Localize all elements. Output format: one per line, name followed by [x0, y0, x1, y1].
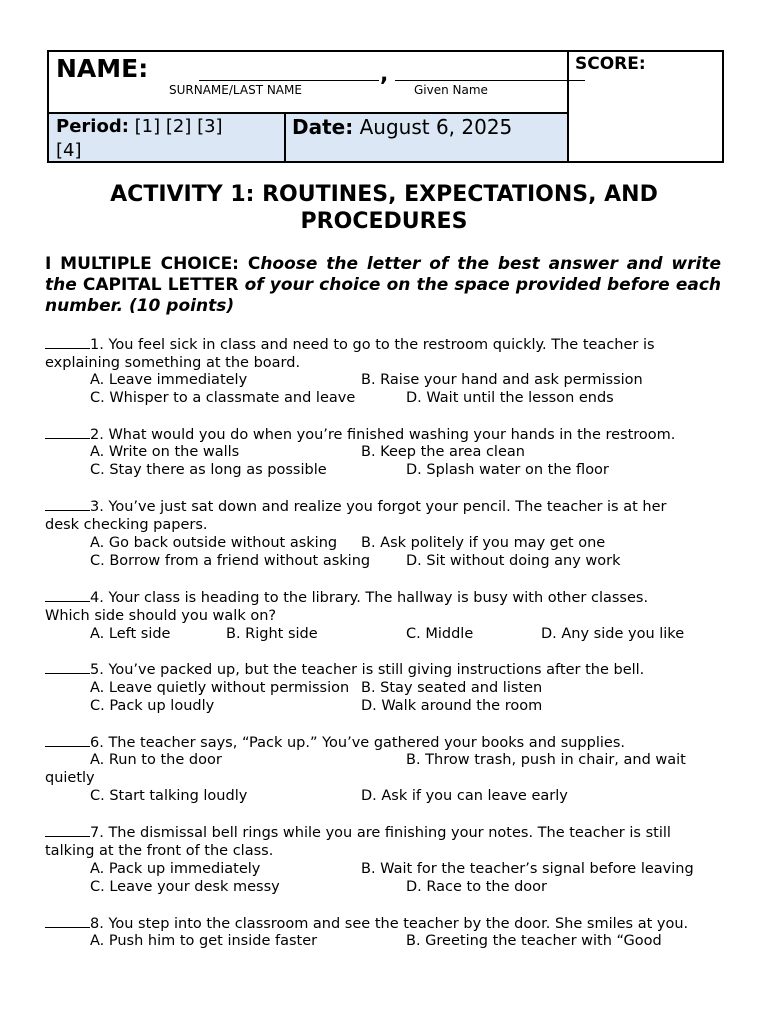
question-1: [45, 336, 725, 372]
option-b: B. Right side: [226, 626, 318, 642]
period-option-4: [4]: [56, 140, 82, 161]
question-4: [45, 589, 725, 625]
answer-blank[interactable]: [45, 915, 90, 928]
given-name-line[interactable]: [395, 80, 585, 81]
question-stem: 2. What would you do when you’re finished washing your hands in the restroom.: [90, 427, 676, 443]
instr-part4: of your choice on the space provided before each number. (10 points): [45, 275, 722, 316]
period-cell: [48, 113, 285, 162]
question-5: [45, 661, 725, 679]
answer-blank[interactable]: [45, 426, 90, 439]
score-cell: [568, 51, 723, 162]
question-stem: 8. You step into the classroom and see the teacher by the door. She smiles at you.: [90, 916, 689, 932]
option-a: A. Push him to get inside faster: [90, 933, 318, 949]
option-a: A. Leave quietly without permission: [90, 680, 350, 696]
option-b: B. Throw trash, push in chair, and wait: [406, 752, 686, 768]
question-stem: 5. You’ve packed up, but the teacher is still giving instructions after the bell.: [90, 662, 645, 678]
question-stem: 7. The dismissal bell rings while you are finishing your notes. The teacher is still: [90, 825, 671, 841]
date-label: Date:: [292, 115, 354, 139]
option-d: D. Ask if you can leave early: [361, 788, 568, 804]
answer-blank[interactable]: [45, 734, 90, 747]
score-label: SCORE:: [575, 54, 646, 74]
option-b: B. Keep the area clean: [361, 444, 525, 460]
option-c: C. Start talking loudly: [90, 788, 248, 804]
option-a: A. Left side: [90, 626, 171, 642]
instructions: [45, 254, 721, 317]
period-text: [56, 115, 281, 163]
option-b: B. Stay seated and listen: [361, 680, 543, 696]
name-cell: [48, 51, 568, 113]
comma: ,: [380, 62, 389, 87]
option-b-wrap: quietly: [45, 770, 95, 786]
option-b: B. Ask politely if you may get one: [361, 535, 606, 551]
option-a: A. Run to the door: [90, 752, 222, 768]
option-c: C. Middle: [406, 626, 474, 642]
answer-blank[interactable]: [45, 661, 90, 674]
date-cell: [285, 113, 568, 162]
option-a: A. Leave immediately: [90, 372, 248, 388]
answer-blank[interactable]: [45, 336, 90, 349]
question-stem: 6. The teacher says, “Pack up.” You’ve gathered your books and supplies.: [90, 735, 625, 751]
option-c: C. Whisper to a classmate and leave: [90, 390, 356, 406]
question-6: [45, 734, 725, 752]
surname-caption: SURNAME/LAST NAME: [169, 83, 302, 97]
option-b: B. Greeting the teacher with “Good: [406, 933, 662, 949]
instr-part2: hoose the letter of the best answer and write the: [45, 254, 721, 295]
option-c: C. Borrow from a friend without asking: [90, 553, 371, 569]
answer-blank[interactable]: [45, 498, 90, 511]
surname-line[interactable]: [199, 80, 379, 81]
option-c: C. Pack up loudly: [90, 698, 215, 714]
option-d: D. Race to the door: [406, 879, 548, 895]
activity-title: ACTIVITY 1: ROUTINES, EXPECTATIONS, AND PROCEDURES: [110, 182, 658, 234]
name-label: NAME:: [56, 54, 149, 83]
option-c: C. Leave your desk messy: [90, 879, 280, 895]
question-7: [45, 824, 725, 860]
period-label: Period:: [56, 116, 129, 137]
option-d: D. Sit without doing any work: [406, 553, 621, 569]
instr-part3: CAPITAL LETTER: [76, 275, 245, 295]
answer-blank[interactable]: [45, 824, 90, 837]
given-name-caption: Given Name: [414, 83, 488, 97]
option-d: D. Wait until the lesson ends: [406, 390, 614, 406]
option-a: A. Write on the walls: [90, 444, 240, 460]
question-2: [45, 426, 725, 444]
option-b: B. Wait for the teacher’s signal before leaving: [361, 861, 694, 877]
option-c: C. Stay there as long as possible: [90, 462, 327, 478]
option-b: B. Raise your hand and ask permission: [361, 372, 643, 388]
option-d: D. Splash water on the floor: [406, 462, 609, 478]
option-a: A. Pack up immediately: [90, 861, 261, 877]
question-3: [45, 498, 725, 534]
question-stem-cont: Which side should you walk on?: [45, 608, 277, 625]
instr-part1: I MULTIPLE CHOICE: C: [45, 254, 261, 274]
header-table: [47, 50, 724, 163]
option-a: A. Go back outside without asking: [90, 535, 338, 551]
question-stem-cont: explaining something at the board.: [45, 355, 301, 372]
question-stem-cont: desk checking papers.: [45, 517, 208, 534]
date-text: [292, 115, 512, 139]
question-stem: 4. Your class is heading to the library. The hallway is busy with other classes.: [90, 590, 649, 606]
question-8: [45, 915, 725, 933]
answer-blank[interactable]: [45, 589, 90, 602]
question-stem-cont: talking at the front of the class.: [45, 843, 274, 860]
period-options: [1] [2] [3]: [134, 116, 223, 137]
date-value: August 6, 2025: [359, 115, 513, 139]
option-d: D. Any side you like: [541, 626, 685, 642]
question-stem: 1. You feel sick in class and need to go to the restroom quickly. The teacher is: [90, 337, 655, 353]
question-stem: 3. You’ve just sat down and realize you forgot your pencil. The teacher is at her: [90, 499, 667, 515]
option-d: D. Walk around the room: [361, 698, 543, 714]
